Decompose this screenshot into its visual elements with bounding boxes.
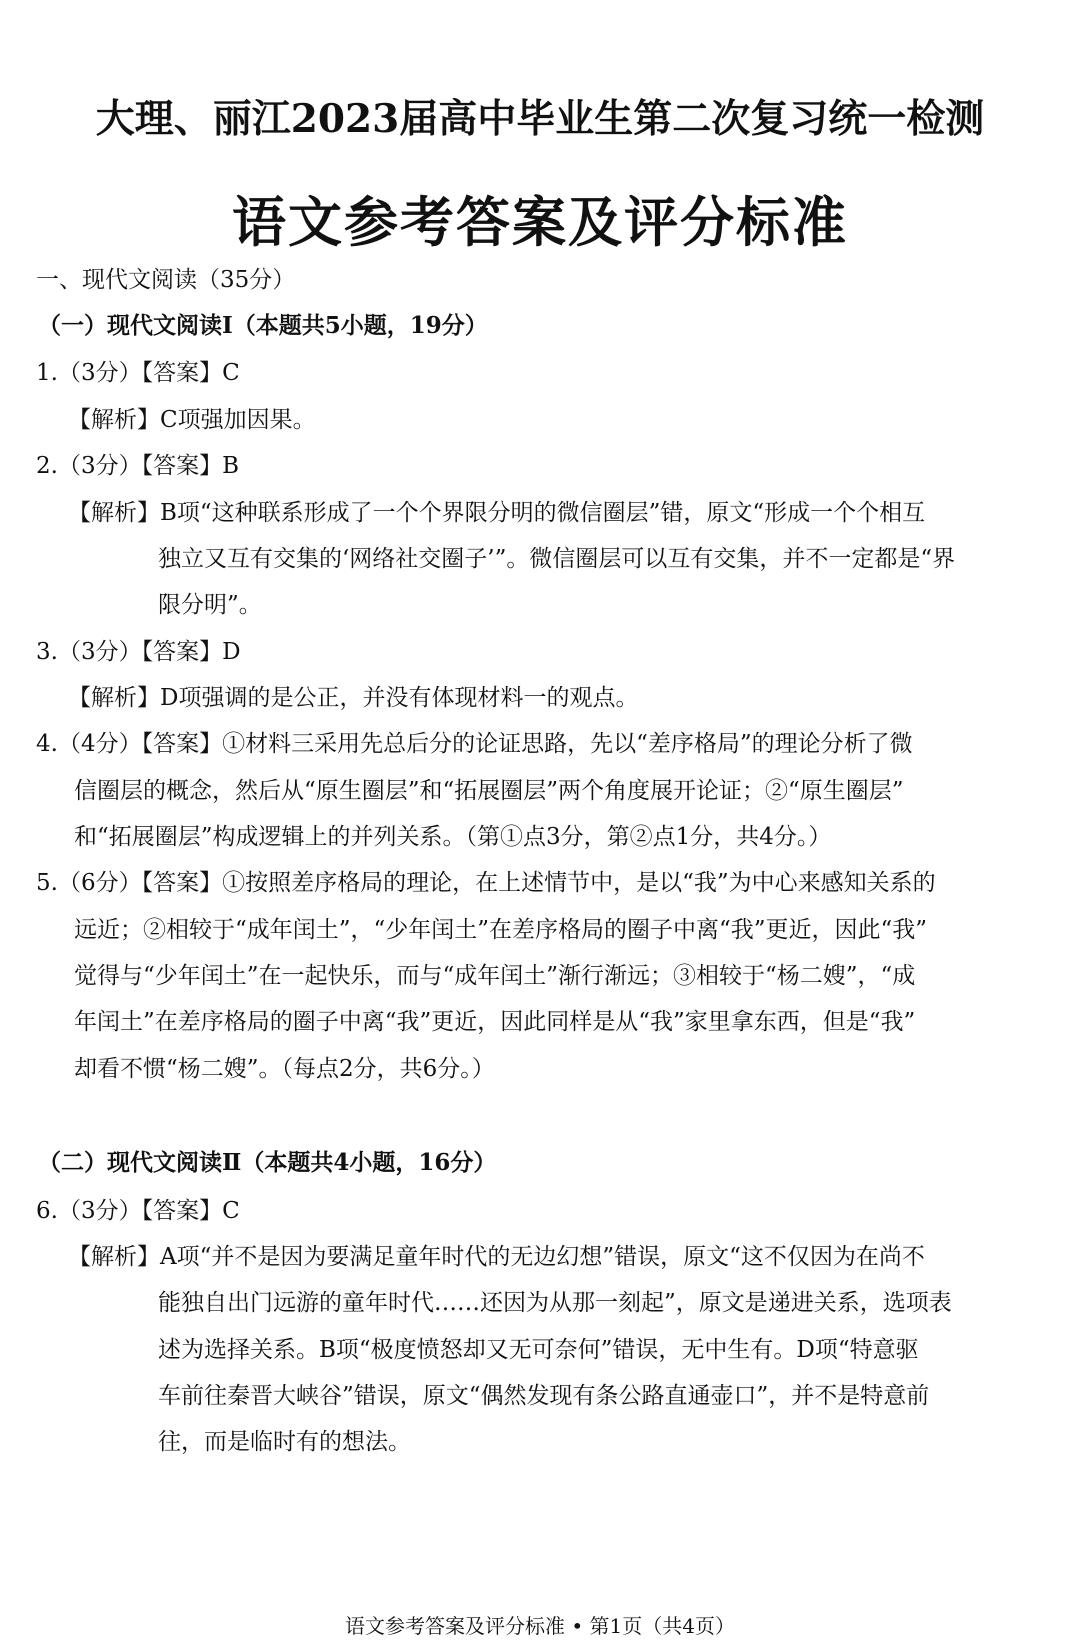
q3-analysis: 【解析】D项强调的是公正，并没有体现材料一的观点。 <box>68 685 639 711</box>
part1-heading: （一）现代文阅读Ⅰ（本题共5小题，19分） <box>38 312 488 339</box>
document-title: 大理、丽江2023届高中毕业生第二次复习统一检测 <box>95 96 985 142</box>
page-footer: 语文参考答案及评分标准 • 第1页（共4页） <box>345 1614 735 1638</box>
q2-analysis-line1: 【解析】B项“这种联系形成了一个个界限分明的微信圈层”错，原文“形成一个个相互 <box>68 500 926 526</box>
q3-answer: 3.（3分）【答案】D <box>36 639 241 665</box>
q5-answer-line3: 觉得与“少年闰土”在一起快乐，而与“成年闰土”渐行渐远；③相较于“杨二嫂”，“成 <box>74 963 916 989</box>
q5-answer-line1: 5.（6分）【答案】①按照差序格局的理论，在上述情节中，是以“我”为中心来感知关系的 <box>36 870 936 896</box>
q6-analysis-line3: 述为选择关系。B项“极度愤怒却又无可奈何”错误，无中生有。D项“特意驱 <box>158 1337 919 1363</box>
q1-analysis: 【解析】C项强加因果。 <box>68 407 316 433</box>
q5-answer-line5: 却看不惯“杨二嫂”。（每点2分，共6分。） <box>74 1056 495 1082</box>
q4-answer-line3: 和“拓展圈层”构成逻辑上的并列关系。（第①点3分，第②点1分，共4分。） <box>74 824 832 850</box>
q2-analysis-line3: 限分明”。 <box>158 592 262 618</box>
document-subtitle: 语文参考答案及评分标准 <box>232 190 848 254</box>
q4-answer-line1: 4.（4分）【答案】①材料三采用先总后分的论证思路，先以“差序格局”的理论分析了微 <box>36 731 913 757</box>
q6-analysis-line2: 能独自出门远游的童年时代……还因为从那一刻起”，原文是递进关系，选项表 <box>158 1290 952 1316</box>
q6-analysis-line1: 【解析】A项“并不是因为要满足童年时代的无边幻想”错误，原文“这不仅因为在尚不 <box>68 1244 925 1270</box>
part2-heading: （二）现代文阅读Ⅱ（本题共4小题，16分） <box>38 1149 497 1176</box>
q5-answer-line2: 远近；②相较于“成年闰土”，“少年闰土”在差序格局的圈子中离“我”更近，因此“我” <box>74 917 928 943</box>
q1-answer: 1.（3分）【答案】C <box>36 360 240 386</box>
q2-answer: 2.（3分）【答案】B <box>36 453 239 479</box>
section-heading: 一、现代文阅读（35分） <box>36 267 296 293</box>
q6-analysis-line5: 往，而是临时有的想法。 <box>158 1429 411 1455</box>
q4-answer-line2: 信圈层的概念，然后从“原生圈层”和“拓展圈层”两个角度展开论证；②“原生圈层” <box>74 778 904 804</box>
q6-analysis-line4: 车前往秦晋大峡谷”错误，原文“偶然发现有条公路直通壶口”，并不是特意前 <box>158 1383 930 1409</box>
q2-analysis-line2: 独立又互有交集的‘网络社交圈子’”。微信圈层可以互有交集，并不一定都是“界 <box>158 546 956 572</box>
q6-answer: 6.（3分）【答案】C <box>36 1198 240 1224</box>
q5-answer-line4: 年闰土”在差序格局的圈子中离“我”更近，因此同样是从“我”家里拿东西，但是“我” <box>74 1009 916 1035</box>
